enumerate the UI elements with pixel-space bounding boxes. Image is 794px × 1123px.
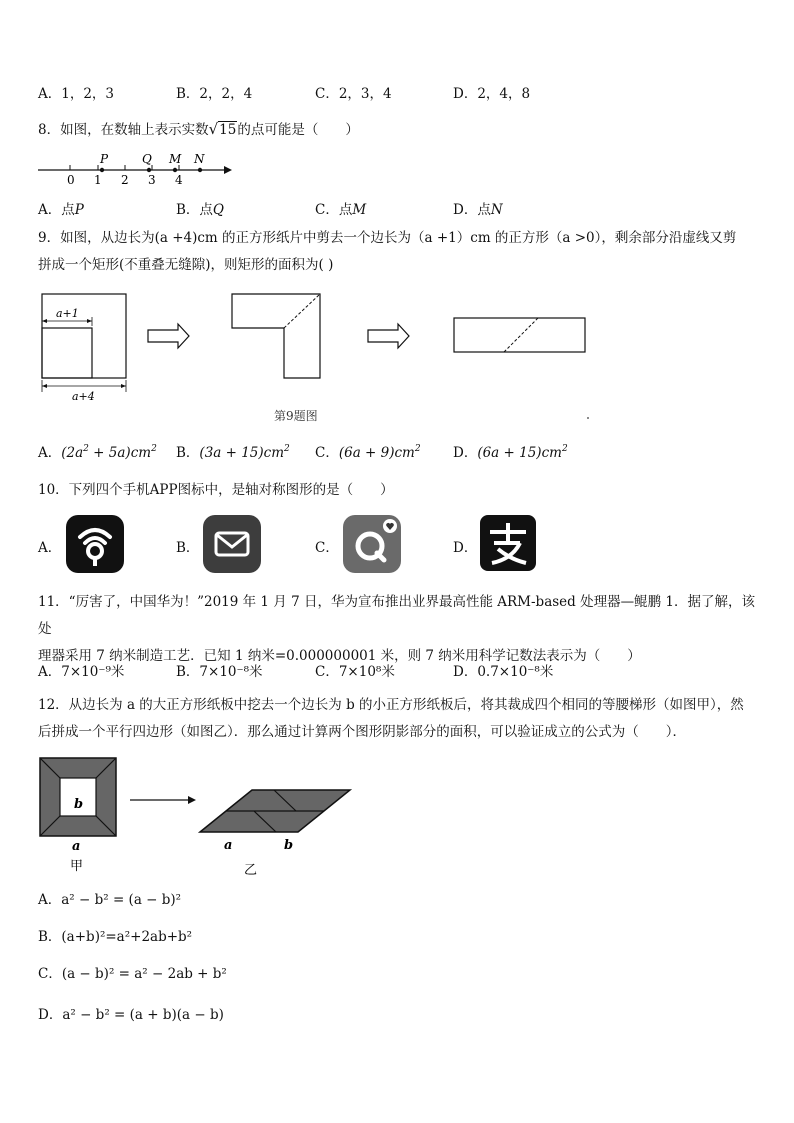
q9-figure [38, 290, 598, 430]
q7-option-b: B．2，2，4 [176, 86, 253, 102]
q11-stem [38, 589, 758, 670]
q7-option-c: C．2，3，4 [315, 86, 392, 102]
q9-stem [38, 225, 758, 279]
q9-option-b: B．$(3a + 15)cm^2$ [176, 444, 290, 461]
q8-option-d [453, 198, 503, 218]
q8-option-a-text: A．点 [38, 202, 75, 218]
q9-opt-a-expr: $(2a^2 + 5a)cm^2$ [61, 444, 157, 461]
q8-tick-1: 1 [94, 173, 102, 187]
q9-option-d: D．$(6a + 15)cm^2$ [453, 444, 568, 461]
q9-line2: 拼成一个矩形(不重叠无缝隙)，则矩形的面积为( ) [38, 257, 334, 273]
q12-label-b-right: b [284, 838, 294, 853]
q8-stem-post: 的点可能是（ ） [237, 122, 359, 138]
q8-option-c-text: C．点 [315, 202, 353, 218]
q8-tick-3: 3 [148, 173, 156, 187]
q8-tick-0: 0 [67, 173, 75, 187]
q8-point-n: N [194, 152, 205, 166]
q8-option-a [38, 198, 84, 218]
q7-option-a: A．1，2，3 [38, 86, 115, 102]
q9-caption: 第9题图 [274, 409, 318, 423]
q9-option-a: A．$(2a^2 + 5a)cm^2$ [38, 444, 157, 461]
q11-line1: 11．“厉害了，中国华为！”2019 年 1 月 7 日，华为宣布推出业界最高性能 ARM-based 处理器—鲲鹏 1．据了解，该处 [38, 594, 755, 637]
q12-label-a-right: a [224, 838, 233, 853]
q8-point-p: P [100, 152, 109, 166]
q9-label-outer: a+4 [72, 390, 95, 403]
q8-number-line [38, 150, 238, 190]
q12-stem [38, 692, 758, 746]
q8-tick-2: 2 [121, 173, 129, 187]
q8-option-a-var: P [74, 202, 84, 218]
q12-option-d: D．a² − b² = (a + b)(a − b) [38, 1007, 224, 1023]
q8-option-b [176, 198, 224, 218]
q9-opt-c-expr: $(6a + 9)cm^2$ [338, 444, 421, 461]
q11-option-c: C．7×10⁸米 [315, 664, 395, 680]
q12-figure [38, 756, 358, 878]
q8-stem-pre: 8．如图，在数轴上表示实数 [38, 122, 209, 138]
q10-option-d: D． [453, 540, 478, 556]
q11-line2: 理器采用 7 纳米制造工艺．已知 1 纳米=0.000000001 米，则 7 纳米用科学记数法表示为（ ） [38, 648, 641, 664]
q7-option-d: D．2，4，8 [453, 86, 531, 102]
q8-sqrt: √ [208, 120, 219, 138]
q12-label-b-inner: b [74, 797, 84, 812]
wifi-key-icon [66, 515, 124, 573]
q9-opt-d-expr: $(6a + 15)cm^2$ [477, 444, 568, 461]
q11-option-d: D．0.7×10⁻⁸米 [453, 664, 554, 680]
q8-stem [38, 118, 359, 138]
q8-option-c [315, 198, 366, 218]
q12-label-a-left: a [72, 839, 81, 854]
q8-radicand: 15 [219, 122, 237, 138]
q8-option-d-text: D．点 [453, 202, 491, 218]
q8-option-c-var: M [352, 202, 367, 218]
q10-option-c: C． [315, 540, 339, 556]
q12-caption-left: 甲 [70, 859, 84, 874]
q11-option-a: A．7×10⁻⁹米 [38, 664, 125, 680]
q9-line1: 9．如图，从边长为(a +4)cm 的正方形纸片中剪去一个边长为（a +1）cm 的正方形（a >0），剩余部分沿虚线又剪 [38, 230, 737, 246]
q8-point-q: Q [142, 152, 152, 166]
q9-opt-b-expr: $(3a + 15)cm^2$ [199, 444, 290, 461]
alipay-icon [480, 515, 536, 571]
q12-option-b: B．(a+b)²=a²+2ab+b² [38, 929, 193, 945]
mail-icon [203, 515, 261, 573]
q8-point-m: M [169, 152, 182, 166]
q9-label-inner: a+1 [56, 307, 79, 320]
q10-stem: 10．下列四个手机APP图标中，是轴对称图形的是（ ） [38, 482, 394, 498]
q12-line1: 12．从边长为 a 的大正方形纸板中挖去一个边长为 b 的小正方形纸板后，将其裁成四个相同的等腰梯形（如图甲），然 [38, 697, 744, 713]
q8-option-d-var: N [490, 202, 503, 218]
q12-caption-right: 乙 [244, 863, 258, 878]
q12-option-a: A．a² − b² = (a − b)² [38, 892, 182, 908]
q8-option-b-text: B．点 [176, 202, 213, 218]
q8-tick-4: 4 [175, 173, 183, 187]
q10-option-b: B． [176, 540, 200, 556]
q-search-icon [343, 515, 401, 573]
q10-option-a: A． [38, 540, 62, 556]
q9-option-c: C．$(6a + 9)cm^2$ [315, 444, 421, 461]
q8-option-b-var: Q [212, 202, 224, 218]
q12-line2: 后拼成一个平行四边形（如图乙）．那么通过计算两个图形阴影部分的面积，可以验证成立的公式为（ ）． [38, 724, 686, 740]
q11-option-b: B．7×10⁻⁸米 [176, 664, 263, 680]
q12-option-c: C．(a − b)² = a² − 2ab + b² [38, 966, 227, 982]
